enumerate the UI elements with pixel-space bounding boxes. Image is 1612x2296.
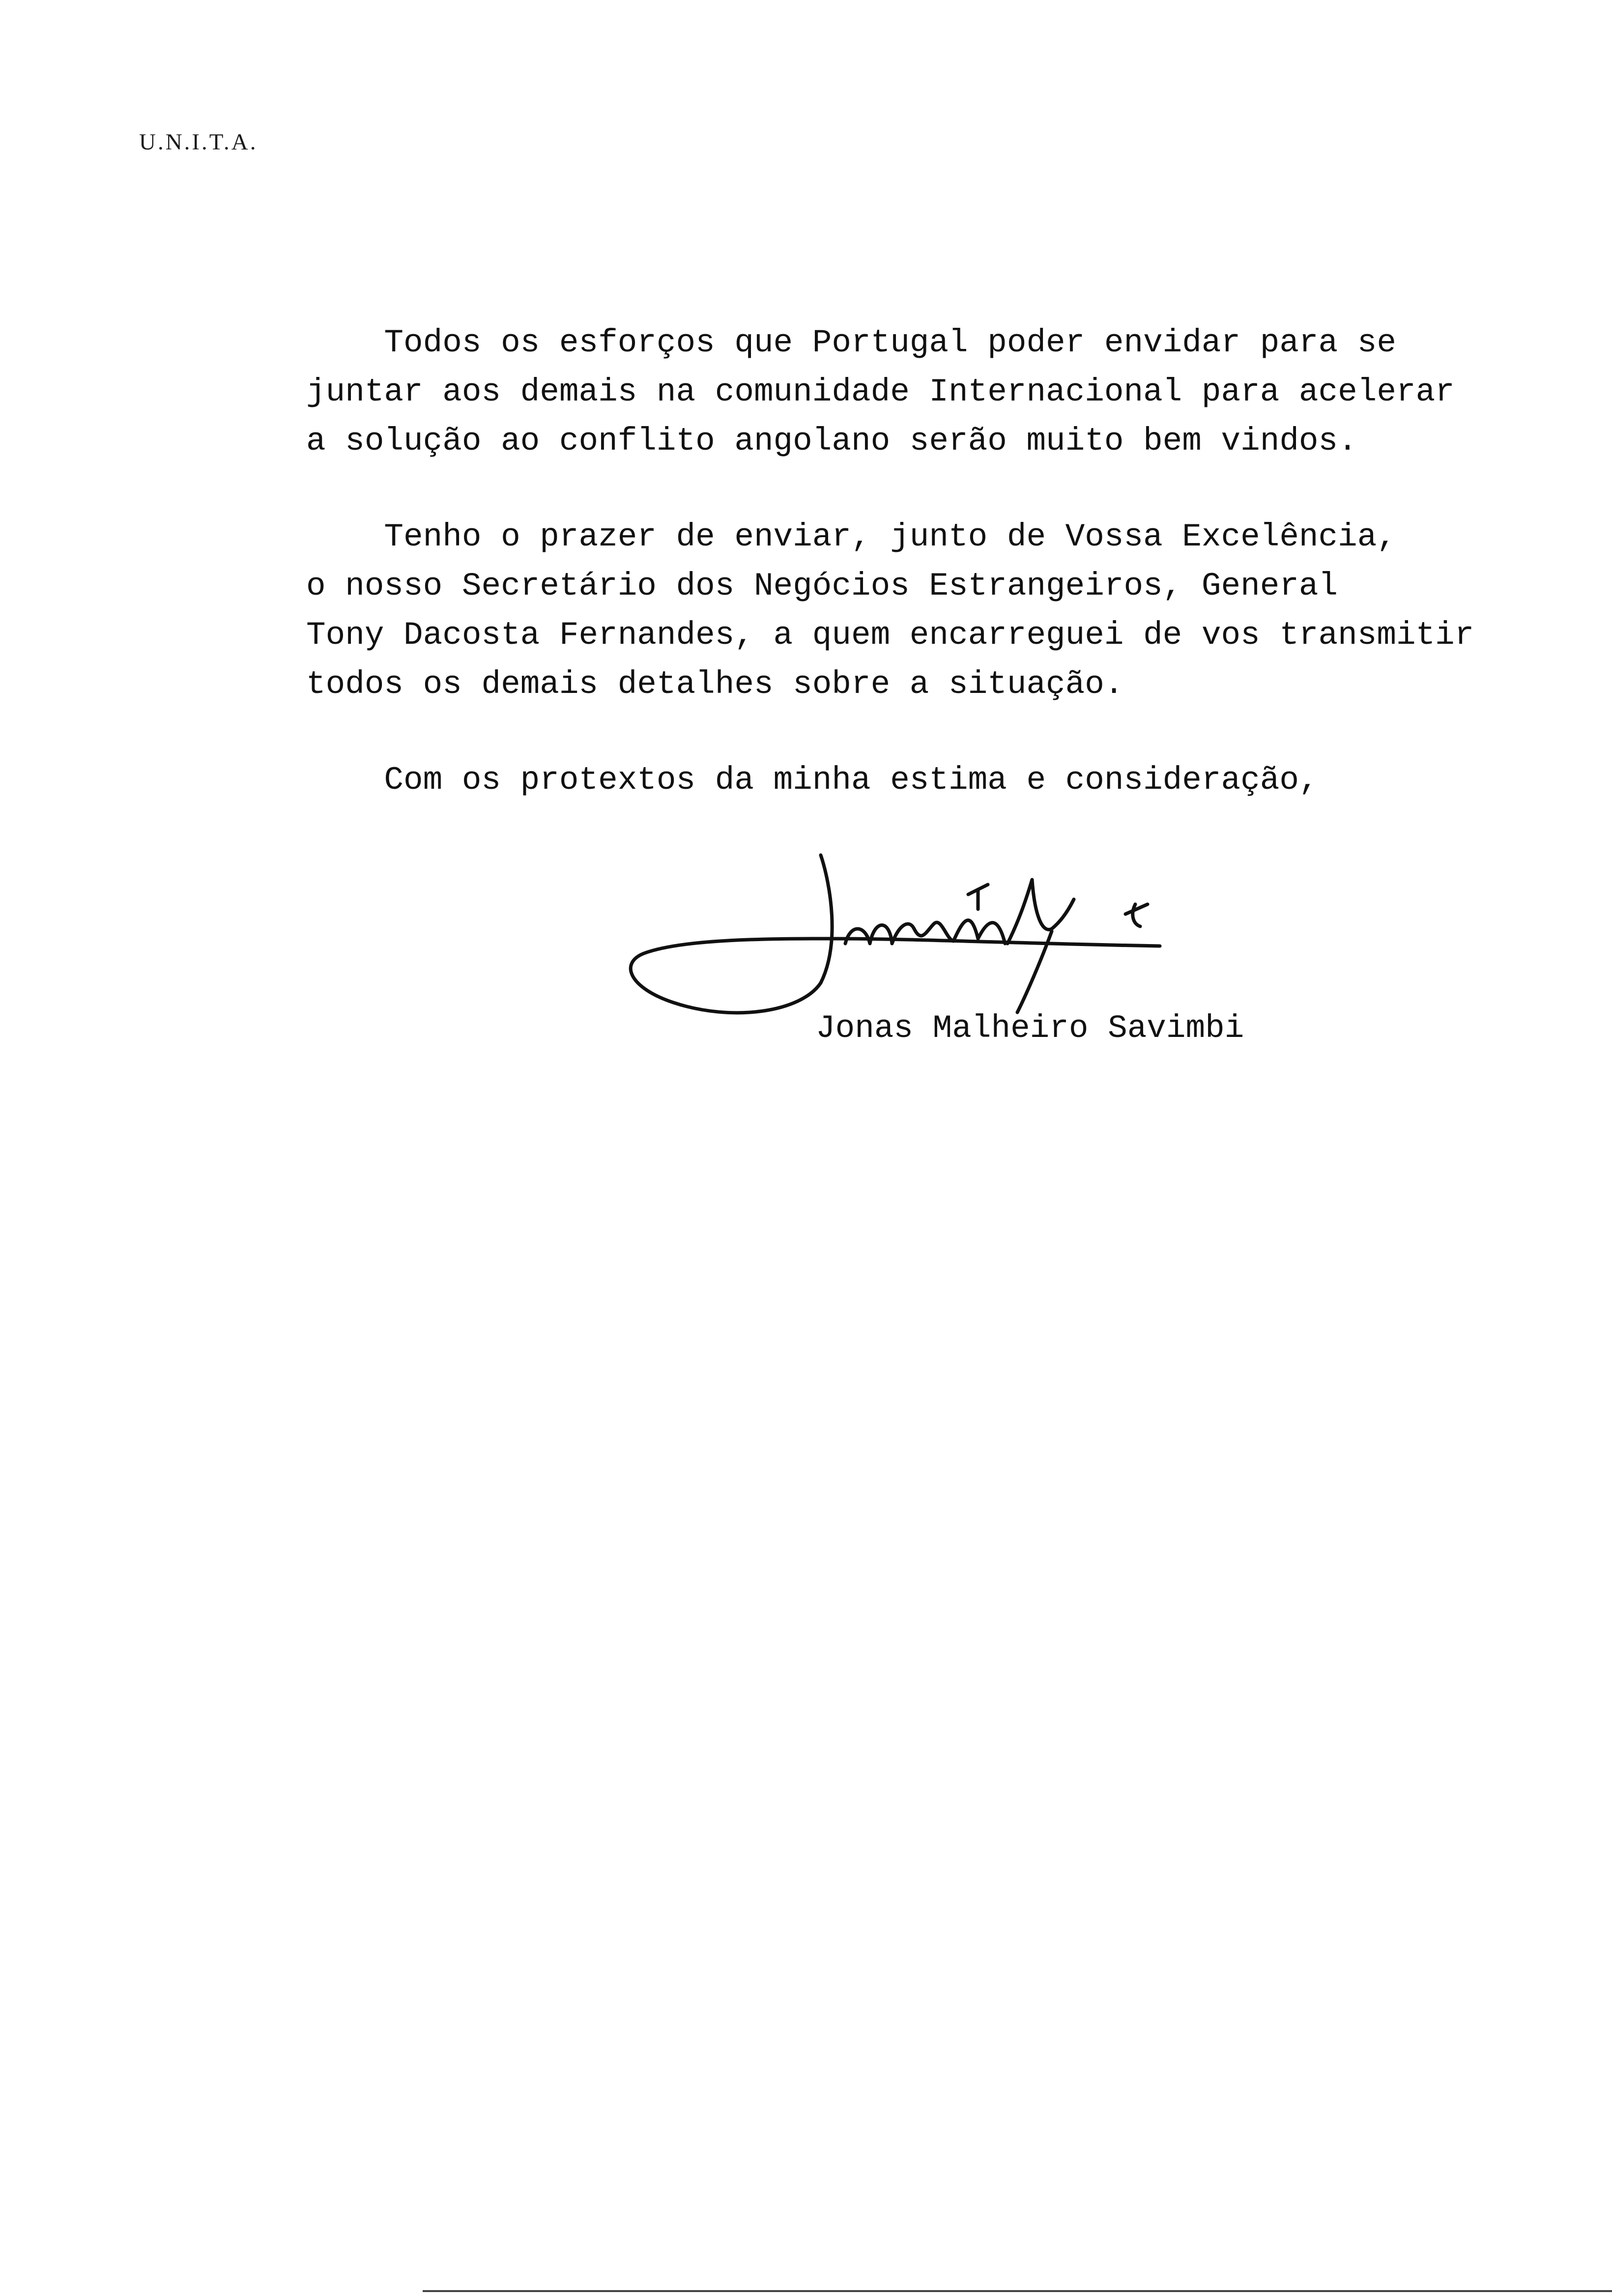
- paragraph-2-line-3: Tony Dacosta Fernandes, a quem encarreguei de vos transmitir: [306, 617, 1474, 654]
- organization-header: U.N.I.T.A.: [139, 129, 258, 155]
- paragraph-1-line-2: juntar aos demais na comunidade Internacional para acelerar: [306, 373, 1455, 410]
- signatory-name: Jonas Malheiro Savimbi: [816, 1010, 1244, 1047]
- paragraph-1-line-3: a solução ao conflito angolano serão muito bem vindos.: [306, 423, 1357, 459]
- paragraph-2-line-1: Tenho o prazer de enviar, junto de Vossa Excelência,: [306, 518, 1396, 555]
- paragraph-1-line-1: Todos os esforços que Portugal poder envidar para se: [306, 324, 1396, 361]
- paragraph-2-line-4: todos os demais detalhes sobre a situação.: [306, 666, 1124, 703]
- closing-line: Com os protextos da minha estima e consideração,: [306, 762, 1319, 799]
- paragraph-2-line-2: o nosso Secretário dos Negócios Estrangeiros, General: [306, 568, 1338, 604]
- bottom-edge-rule: [423, 2290, 1612, 2292]
